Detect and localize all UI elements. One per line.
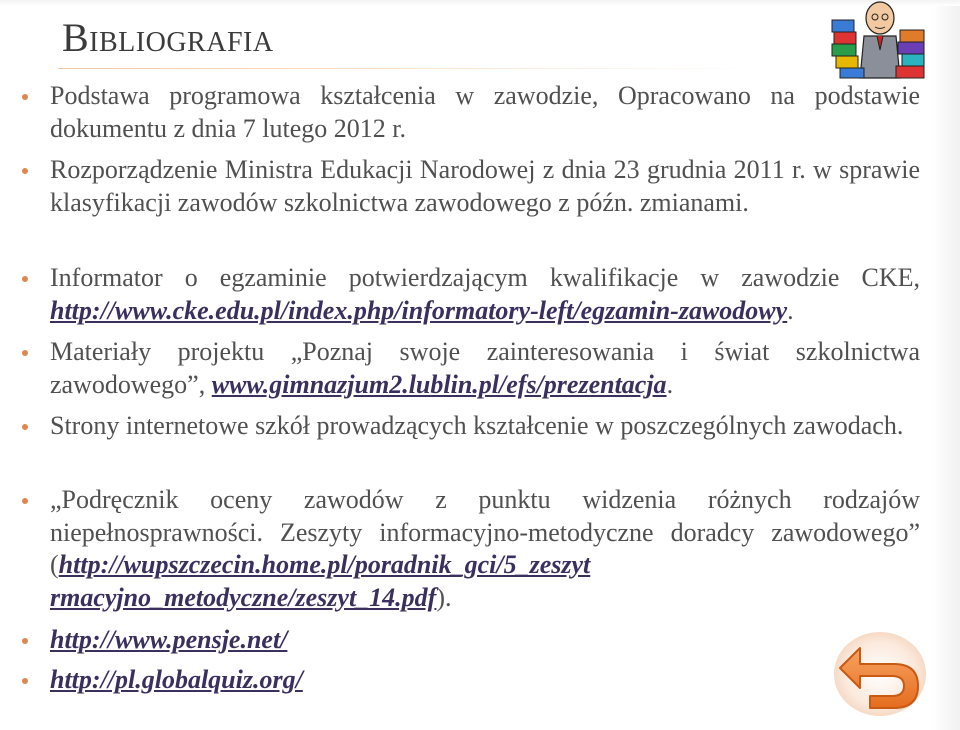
bullet-icon — [22, 94, 28, 100]
teacher-with-books-icon — [830, 0, 930, 80]
back-arrow-icon[interactable] — [830, 628, 930, 718]
globalquiz-link[interactable]: http://pl.globalquiz.org/ — [50, 665, 303, 694]
list-item — [0, 410, 960, 478]
bullet-icon — [22, 638, 28, 644]
bullet-icon — [22, 498, 28, 504]
bibliography-list — [0, 80, 960, 704]
list-item — [0, 262, 960, 330]
bullet-icon — [22, 678, 28, 684]
list-item — [0, 484, 960, 618]
cke-link[interactable]: http://www.cke.edu.pl/index.php/informatory-left/egzamin-zawodowy — [50, 295, 788, 325]
title-divider — [58, 68, 758, 69]
item-text-end: ). — [436, 582, 452, 612]
bullet-icon — [22, 424, 28, 430]
list-item — [0, 336, 960, 404]
item-text: Materiały projektu „Poznaj swoje zainteresowania i świat szkolnictwa zawodowego”, — [50, 337, 920, 399]
bullet-icon — [22, 168, 28, 174]
bullet-icon — [22, 276, 28, 282]
list-item — [0, 80, 960, 148]
wupszczecin-link[interactable]: http://wupszczecin.home.pl/poradnik_gci/5_zeszyt rmacyjno_metodyczne/zeszyt_14.pdf — [50, 550, 591, 612]
item-text-end: . — [787, 295, 794, 325]
item-text: „Podręcznik oceny zawodów z punktu widzenia różnych rodzajów niepełnosprawności. Zeszyty informacyjno-metodyczne doradcy zawodowego” ( — [50, 485, 920, 579]
item-text: Podstawa programowa kształcenia w zawodzie, Opracowano na podstawie dokumentu z dnia 7 lutego 2012 r. — [50, 81, 920, 143]
pensje-link[interactable]: http://www.pensje.net/ — [50, 625, 288, 654]
item-text: Strony internetowe szkół prowadzących kształcenie w poszczególnych zawodach. — [50, 411, 904, 440]
item-text: Rozporządzenie Ministra Edukacji Narodowej z dnia 23 grudnia 2011 r. w sprawie klasyfikacji zawodów szkolnictwa zawodowego z późn. zmianami. — [50, 155, 920, 217]
gimnazjum-link[interactable]: www.gimnazjum2.lublin.pl/efs/prezentacja — [211, 369, 667, 399]
list-item — [0, 624, 960, 658]
list-item — [0, 664, 960, 698]
item-text-end: . — [666, 369, 674, 399]
item-text: Informator o egzaminie potwierdzającym kwalifikacje w zawodzie CKE, — [50, 263, 920, 292]
list-item — [0, 154, 960, 256]
slide-title: Bibliografia — [62, 15, 274, 60]
top-band — [0, 0, 960, 6]
bullet-icon — [22, 350, 28, 356]
